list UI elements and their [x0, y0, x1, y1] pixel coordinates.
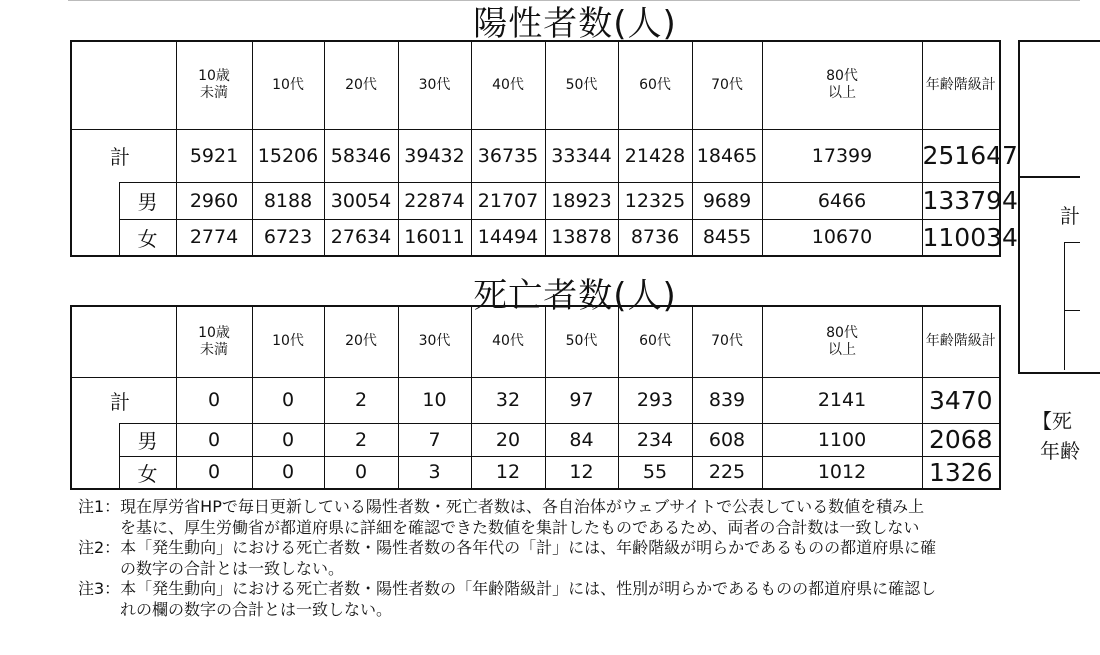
value-cell: 12 — [471, 456, 545, 489]
value-cell: 21707 — [471, 182, 545, 219]
value-cell: 6723 — [252, 219, 324, 256]
column-header: 10代 — [252, 306, 324, 377]
column-header: 10歳 未満 — [176, 41, 252, 129]
side-table-inner-line — [1064, 242, 1080, 243]
value-cell: 1012 — [762, 456, 922, 489]
column-header: 20代 — [324, 41, 398, 129]
indent-cell — [71, 182, 119, 219]
side-table-inner-line — [1064, 310, 1080, 311]
footnote-line: 注1：現在厚労省HPで毎日更新している陽性者数・死亡者数は、各自治体がウェブサイトで公表している数値を積み上 — [78, 497, 925, 516]
row-label: 女 — [119, 456, 176, 489]
column-header: 40代 — [471, 41, 545, 129]
value-cell: 32 — [471, 377, 545, 423]
value-cell: 8455 — [692, 219, 762, 256]
value-cell: 9689 — [692, 182, 762, 219]
value-cell: 2141 — [762, 377, 922, 423]
value-cell: 10670 — [762, 219, 922, 256]
value-cell: 8188 — [252, 182, 324, 219]
column-header: 50代 — [545, 41, 618, 129]
value-cell: 0 — [176, 423, 252, 456]
value-cell: 839 — [692, 377, 762, 423]
table-row — [71, 377, 1000, 423]
column-header: 70代 — [692, 306, 762, 377]
total-cell: 1326 — [922, 456, 1000, 489]
value-cell: 0 — [252, 456, 324, 489]
indent-cell — [71, 423, 119, 456]
positive-cases-title: 陽性者数(人) — [473, 4, 677, 44]
value-cell: 6466 — [762, 182, 922, 219]
value-cell: 2 — [324, 377, 398, 423]
column-header: 30代 — [398, 41, 471, 129]
value-cell: 30054 — [324, 182, 398, 219]
side-section-heading: 【死 — [1032, 409, 1072, 433]
value-cell: 84 — [545, 423, 618, 456]
value-cell: 97 — [545, 377, 618, 423]
value-cell: 2774 — [176, 219, 252, 256]
column-header: 80代 以上 — [762, 306, 922, 377]
row-label: 計 — [71, 129, 176, 182]
value-cell: 33344 — [545, 129, 618, 182]
table-row — [71, 129, 1000, 182]
row-label: 男 — [119, 423, 176, 456]
value-cell: 18923 — [545, 182, 618, 219]
column-header: 年齢階級計 — [922, 41, 1000, 129]
footnote-line: 注2：本「発生動向」における死亡者数・陽性者数の各年代の「計」には、年齢階級が明らかであるものの都道府県に確 — [78, 538, 937, 557]
side-table-fragment — [1018, 40, 1100, 374]
table-row — [71, 423, 1000, 456]
total-cell: 133794 — [922, 182, 1000, 219]
total-cell: 3470 — [922, 377, 1000, 423]
value-cell: 21428 — [618, 129, 692, 182]
value-cell: 14494 — [471, 219, 545, 256]
row-label: 男 — [119, 182, 176, 219]
value-cell: 58346 — [324, 129, 398, 182]
value-cell: 22874 — [398, 182, 471, 219]
value-cell: 234 — [618, 423, 692, 456]
column-header: 20代 — [324, 306, 398, 377]
deaths-title: 死亡者数(人) — [473, 276, 677, 316]
value-cell: 27634 — [324, 219, 398, 256]
column-header: 10代 — [252, 41, 324, 129]
value-cell: 7 — [398, 423, 471, 456]
value-cell: 225 — [692, 456, 762, 489]
side-table-divider — [1018, 176, 1080, 178]
footnote-line: 注3：本「発生動向」における死亡者数・陽性者数の「年齢階級計」には、性別が明らかであるものの都道府県に確認し — [78, 579, 937, 598]
value-cell: 20 — [471, 423, 545, 456]
table-row — [71, 182, 1000, 219]
value-cell: 5921 — [176, 129, 252, 182]
value-cell: 18465 — [692, 129, 762, 182]
indent-cell — [71, 219, 119, 256]
value-cell: 12325 — [618, 182, 692, 219]
footnote-line: れの欄の数字の合計とは一致しない。 — [120, 599, 393, 619]
value-cell: 13878 — [545, 219, 618, 256]
column-header: 50代 — [545, 306, 618, 377]
value-cell: 2 — [324, 423, 398, 456]
value-cell: 10 — [398, 377, 471, 423]
column-header: 40代 — [471, 306, 545, 377]
row-label: 計 — [71, 377, 176, 423]
value-cell: 1100 — [762, 423, 922, 456]
deaths-table — [70, 305, 1001, 490]
total-cell: 110034 — [922, 219, 1000, 256]
positive-cases-table — [70, 40, 1018, 257]
value-cell: 39432 — [398, 129, 471, 182]
column-header: 年齢階級計 — [922, 306, 1000, 377]
value-cell: 293 — [618, 377, 692, 423]
column-header: 60代 — [618, 41, 692, 129]
value-cell: 2960 — [176, 182, 252, 219]
value-cell: 608 — [692, 423, 762, 456]
footnote-line: の数字の合計とは一致しない。 — [120, 558, 345, 578]
side-table-row-label: 計 — [1060, 204, 1080, 228]
total-cell: 2068 — [922, 423, 1000, 456]
column-header: 70代 — [692, 41, 762, 129]
value-cell: 0 — [176, 377, 252, 423]
table-row — [71, 219, 1000, 256]
column-header: 10歳 未満 — [176, 306, 252, 377]
value-cell: 0 — [324, 456, 398, 489]
value-cell: 12 — [545, 456, 618, 489]
value-cell: 17399 — [762, 129, 922, 182]
value-cell: 0 — [252, 423, 324, 456]
indent-cell — [71, 456, 119, 489]
table-row — [71, 456, 1000, 489]
column-header: 60代 — [618, 306, 692, 377]
value-cell: 55 — [618, 456, 692, 489]
value-cell: 15206 — [252, 129, 324, 182]
value-cell: 0 — [176, 456, 252, 489]
value-cell: 36735 — [471, 129, 545, 182]
column-header: 30代 — [398, 306, 471, 377]
side-table-inner-vline — [1064, 242, 1065, 370]
side-section-subheading: 年齢 — [1040, 439, 1080, 463]
total-cell: 251647 — [922, 129, 1000, 182]
value-cell: 16011 — [398, 219, 471, 256]
footnotes — [78, 497, 936, 620]
value-cell: 3 — [398, 456, 471, 489]
value-cell: 0 — [252, 377, 324, 423]
footnote-line: を基に、厚生労働省が都道府県に詳細を確認できた数値を集計したものであるため、両者の合計数は一致しない — [120, 517, 920, 537]
value-cell: 8736 — [618, 219, 692, 256]
row-label: 女 — [119, 219, 176, 256]
column-header: 80代 以上 — [762, 41, 922, 129]
corner-cell — [71, 41, 176, 129]
corner-cell — [71, 306, 176, 377]
